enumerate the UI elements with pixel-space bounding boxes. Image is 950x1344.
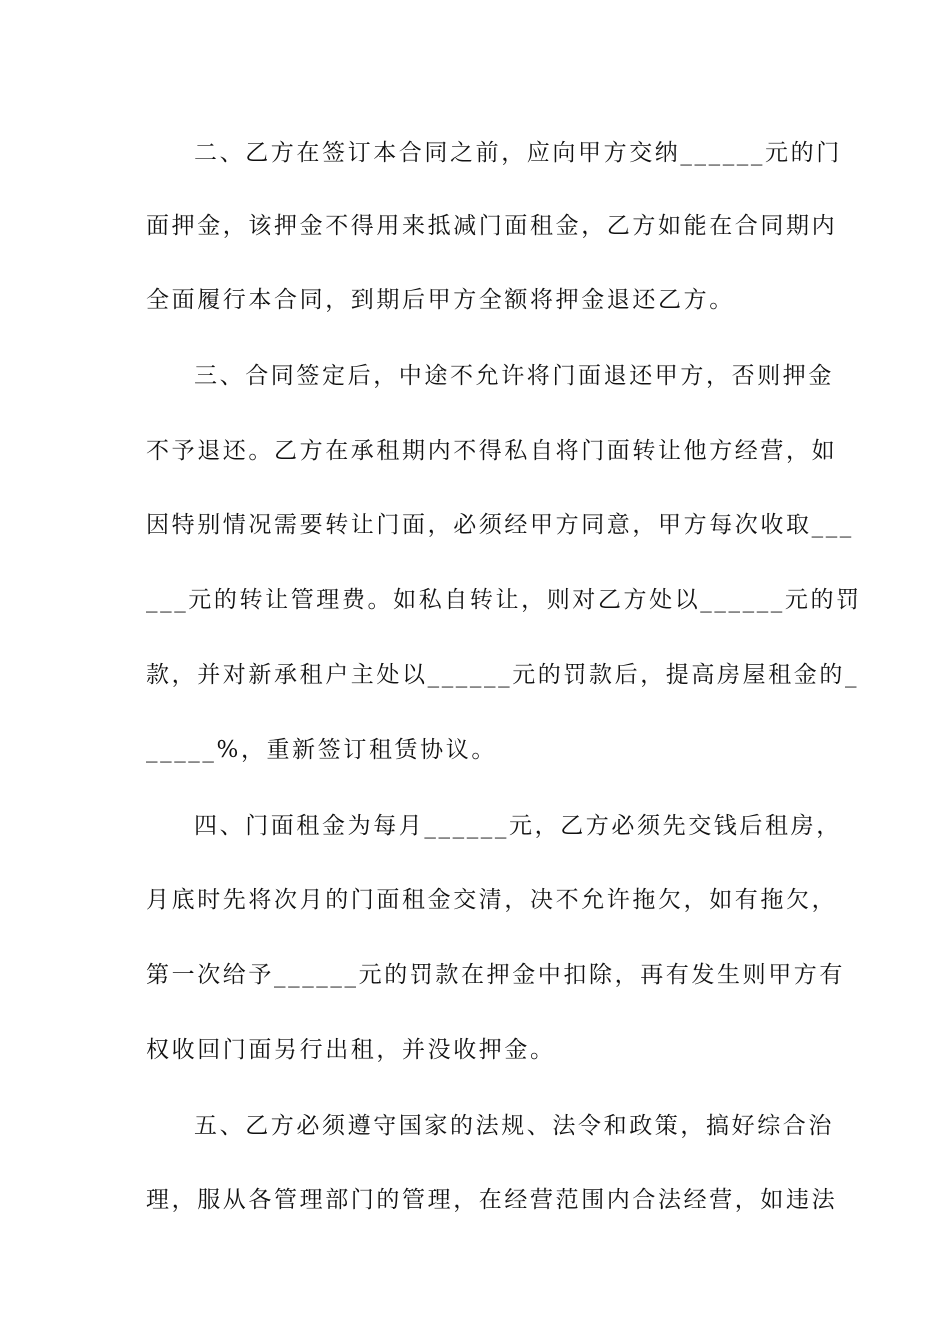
clause-2-line-1: 二、乙方在签订本合同之前，应向甲方交纳______元的门 (194, 140, 842, 166)
clause-3-line-4: ___元的转让管理费。如私自转让，则对乙方处以______元的罚 (146, 587, 862, 613)
clause-4-line-3: 第一次给予______元的罚款在押金中扣除，再有发生则甲方有 (146, 962, 845, 988)
clause-5-line-2: 理，服从各管理部门的管理，在经营范围内合法经营，如违法 (146, 1187, 838, 1213)
clause-4-line-2: 月底时先将次月的门面租金交清，决不允许拖欠，如有拖欠， (146, 887, 838, 913)
clause-4-line-1: 四、门面租金为每月______元，乙方必须先交钱后租房， (194, 813, 842, 839)
clause-4-line-4: 权收回门面另行出租，并没收押金。 (146, 1037, 556, 1063)
clause-3-line-3: 因特别情况需要转让门面，必须经甲方同意，甲方每次收取___ (146, 512, 854, 538)
clause-3-line-5: 款，并对新承租户主处以______元的罚款后，提高房屋租金的_ (146, 662, 860, 688)
clause-5-line-1: 五、乙方必须遵守国家的法规、法令和政策，搞好综合治 (194, 1113, 834, 1139)
clause-3-line-1: 三、合同签定后，中途不允许将门面退还甲方，否则押金 (194, 363, 834, 389)
clause-3-line-2: 不予退还。乙方在承租期内不得私自将门面转让他方经营，如 (146, 438, 838, 464)
clause-2-line-2: 面押金，该押金不得用来抵减门面租金，乙方如能在合同期内 (146, 213, 838, 239)
clause-3-line-6: _____%，重新签订租赁协议。 (146, 737, 497, 763)
clause-2-line-3: 全面履行本合同，到期后甲方全额将押金退还乙方。 (146, 287, 735, 313)
